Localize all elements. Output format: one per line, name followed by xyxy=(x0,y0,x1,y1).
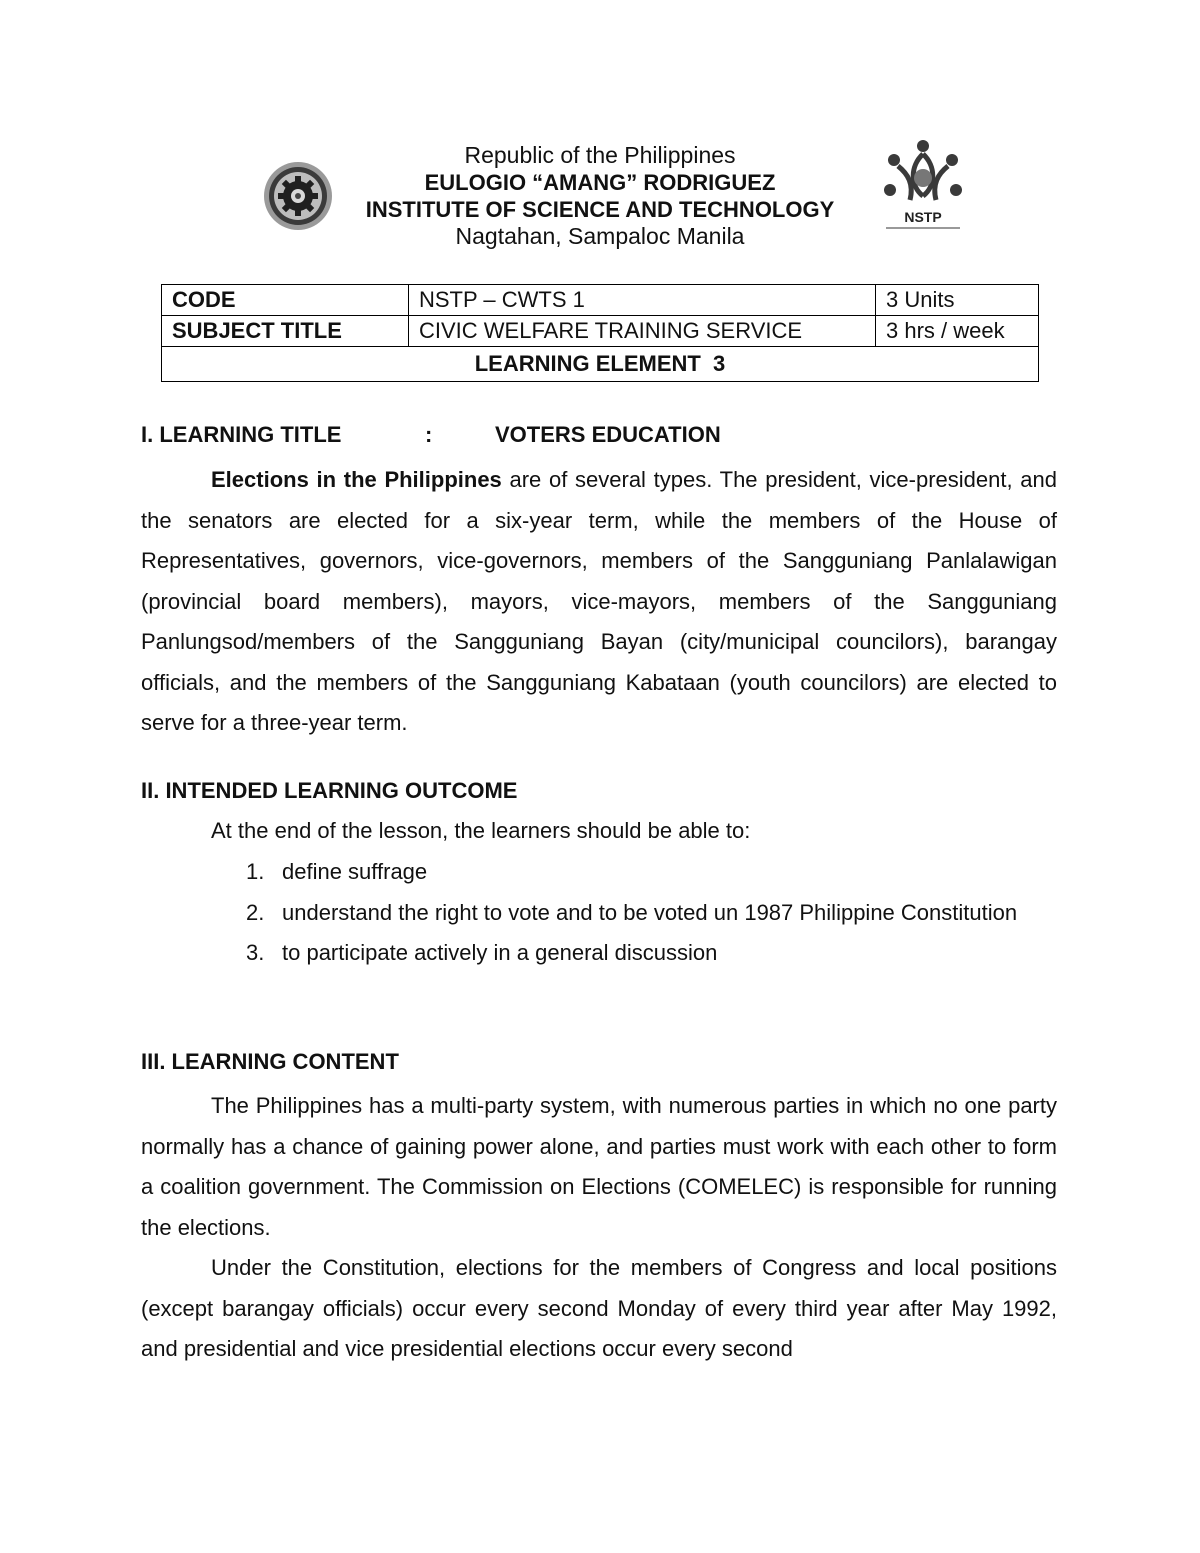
learning-element-row xyxy=(162,347,1039,382)
list-item-number: 1. xyxy=(246,859,265,884)
institution-header xyxy=(300,142,900,250)
republic-line: Republic of the Philippines xyxy=(464,142,736,168)
code-value: NSTP – CWTS 1 xyxy=(409,285,876,316)
institution-name-line2: INSTITUTE OF SCIENCE AND TECHNOLOGY xyxy=(365,197,835,222)
elections-paragraph-body: are of several types. The president, vice-president, and the senators are elected for a six-year term, while the members of the House of Representatives, governors, vice-governors, members of the Sangguniang Panlalawigan (provincial board members), mayors, vice-mayors, members of the Sangguniang Panlungsod/members of the Sangguniang Bayan (city/municipal councilors), barangay officials, and the members of the Sangguniang Kabataan (youth councilors) are elected to serve for a three-year term. xyxy=(141,467,1058,735)
intended-outcome-intro: At the end of the lesson, the learners should be able to: xyxy=(211,818,751,843)
intended-outcome-heading: II. INTENDED LEARNING OUTCOME xyxy=(141,778,518,803)
units-value: 3 Units xyxy=(876,285,1039,316)
address-line: Nagtahan, Sampaloc Manila xyxy=(455,223,745,249)
nstp-logo-text: NSTP xyxy=(904,209,942,225)
subject-title-value: CIVIC WELFARE TRAINING SERVICE xyxy=(409,316,876,347)
list-item-text: understand the right to vote and to be voted un 1987 Philippine Constitution xyxy=(282,899,1018,925)
list-item xyxy=(141,893,1057,934)
subject-title-label: SUBJECT TITLE xyxy=(162,316,409,347)
list-item xyxy=(141,933,1057,974)
learning-content-paragraph-1: The Philippines has a multi-party system, with numerous parties in which no one party normally has a chance of gaining power alone, and parties must work with each other to form a coalition government. The Commission on Elections (COMELEC) is responsible for running the elections. xyxy=(141,1093,1057,1240)
outcomes-list xyxy=(141,852,1057,974)
list-item-number: 3. xyxy=(246,940,265,965)
list-item-number: 2. xyxy=(246,899,265,925)
list-item xyxy=(141,852,1057,893)
list-item-text: define suffrage xyxy=(282,859,428,884)
learning-content-paragraph-2: Under the Constitution, elections for the members of Congress and local positions (except barangay officials) occur every second Monday of every third year after May 1992, and presidential and vice presidential elections occur every second xyxy=(141,1255,1057,1361)
hours-value: 3 hrs / week xyxy=(876,316,1039,347)
nstp-logo xyxy=(880,138,966,234)
learning-title-label: I. LEARNING TITLE xyxy=(141,422,342,447)
learning-title-colon: : xyxy=(425,422,433,447)
code-label: CODE xyxy=(162,285,409,316)
learning-content-heading: III. LEARNING CONTENT xyxy=(141,1049,399,1074)
code-row xyxy=(162,285,1039,316)
institution-name-line1: EULOGIO “AMANG” RODRIGUEZ xyxy=(424,170,776,195)
learning-element-label: LEARNING ELEMENT 3 xyxy=(162,347,1039,382)
course-info-table xyxy=(161,284,1039,382)
learning-title-value: VOTERS EDUCATION xyxy=(495,422,721,447)
subject-row xyxy=(162,316,1039,347)
elections-paragraph xyxy=(141,460,1057,744)
list-item-text: to participate actively in a general discussion xyxy=(282,940,718,965)
elections-paragraph-lead: Elections in the Philippines xyxy=(211,467,502,492)
